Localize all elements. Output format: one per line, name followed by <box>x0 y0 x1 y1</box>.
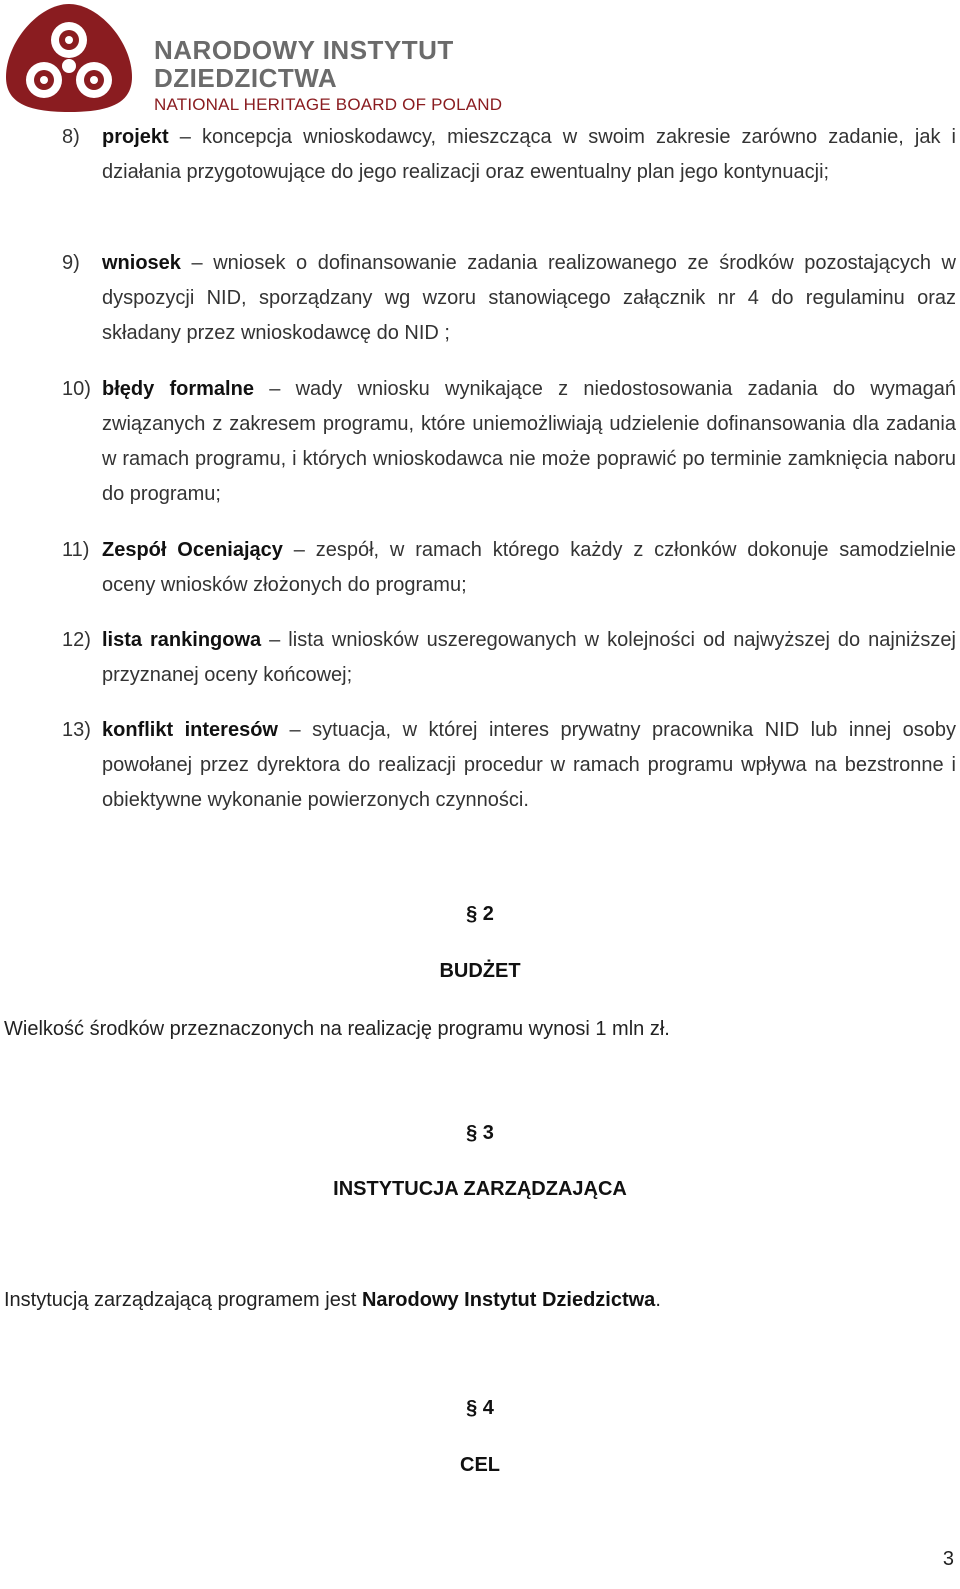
brand-line-2: DZIEDZICTWA <box>154 63 338 93</box>
page-number: 3 <box>942 1548 954 1570</box>
definition-item <box>62 623 956 693</box>
section-paragraph <box>4 1285 954 1315</box>
definition-number: 8) <box>62 126 80 148</box>
definition-text: – lista wniosków uszeregowanych w kolejności od najwyższej do najniższej przyznanej oceny końcowej; <box>102 629 956 686</box>
section-number: § 4 <box>466 1397 494 1419</box>
definition-text: – wady wniosku wynikające z niedostosowania zadania do wymagań związanych z zakresem programu, które uniemożliwiają udzielenie dofinansowania dla zadania w ramach programu, i których wnioskodawca nie może poprawić po terminie zamknięcia naboru do programu; <box>102 378 956 505</box>
definition-item <box>62 372 956 512</box>
paragraph-bold: Narodowy Instytut Dziedzictwa <box>361 1289 656 1311</box>
section-title: CEL <box>460 1454 500 1476</box>
institute-name <box>154 36 502 116</box>
section-number: § 2 <box>466 903 494 925</box>
section-title: BUDŻET <box>439 960 521 982</box>
definition-item <box>62 120 956 190</box>
definition-text: – koncepcja wnioskodawcy, mieszcząca w swoim zakresie zarówno zadanie, jak i działania przygotowujące do jego realizacji oraz ewentualny plan jego kontynuacji; <box>102 126 956 183</box>
definition-number: 10) <box>62 378 91 400</box>
definition-term: projekt <box>102 126 169 148</box>
definition-term: Zespół Oceniający <box>102 539 283 561</box>
definition-term: lista rankingowa <box>102 629 262 651</box>
definition-item <box>62 533 957 603</box>
definition-term: wniosek <box>102 252 181 274</box>
definition-text: – wniosek o dofinansowanie zadania realizowanego ze środków pozostających w dyspozycji NID, sporządzany wg wzoru stanowiącego załącznik nr 4 do regulaminu oraz składany przez wnioskodawcę do NID ; <box>102 252 956 344</box>
definition-number: 13) <box>62 719 91 741</box>
section-paragraph <box>4 1014 954 1044</box>
nid-trefoil-logo-icon <box>4 2 134 114</box>
definition-text: – zespół, w ramach którego każdy z członków dokonuje samodzielnie oceny wniosków złożonych do programu; <box>102 539 957 596</box>
section-number: § 3 <box>466 1122 494 1144</box>
definition-number: 9) <box>62 252 80 274</box>
brand-line-1: NARODOWY INSTYTUT <box>154 35 454 65</box>
section-title: INSTYTUCJA ZARZĄDZAJĄCA <box>333 1178 627 1200</box>
document-header <box>0 0 960 115</box>
brand-line-3: NATIONAL HERITAGE BOARD OF POLAND <box>154 95 503 114</box>
definition-number: 11) <box>62 539 90 561</box>
definition-item <box>62 246 956 351</box>
paragraph-end: . <box>655 1289 661 1311</box>
definition-number: 12) <box>62 629 91 651</box>
definition-item <box>62 713 957 818</box>
paragraph-text: Wielkość środków przeznaczonych na realizację programu wynosi 1 mln zł. <box>4 1018 670 1040</box>
paragraph-text: Instytucją zarządzającą programem jest <box>4 1289 362 1311</box>
definition-text: – sytuacja, w której interes prywatny pracownika NID lub innej osoby powołanej przez dyrektora do realizacji procedur w ramach programu wpływa na bezstronne i obiektywne wykonanie powierzonych czynności. <box>102 719 957 811</box>
definition-term: błędy formalne <box>102 378 254 400</box>
definition-term: konflikt interesów <box>102 719 278 741</box>
